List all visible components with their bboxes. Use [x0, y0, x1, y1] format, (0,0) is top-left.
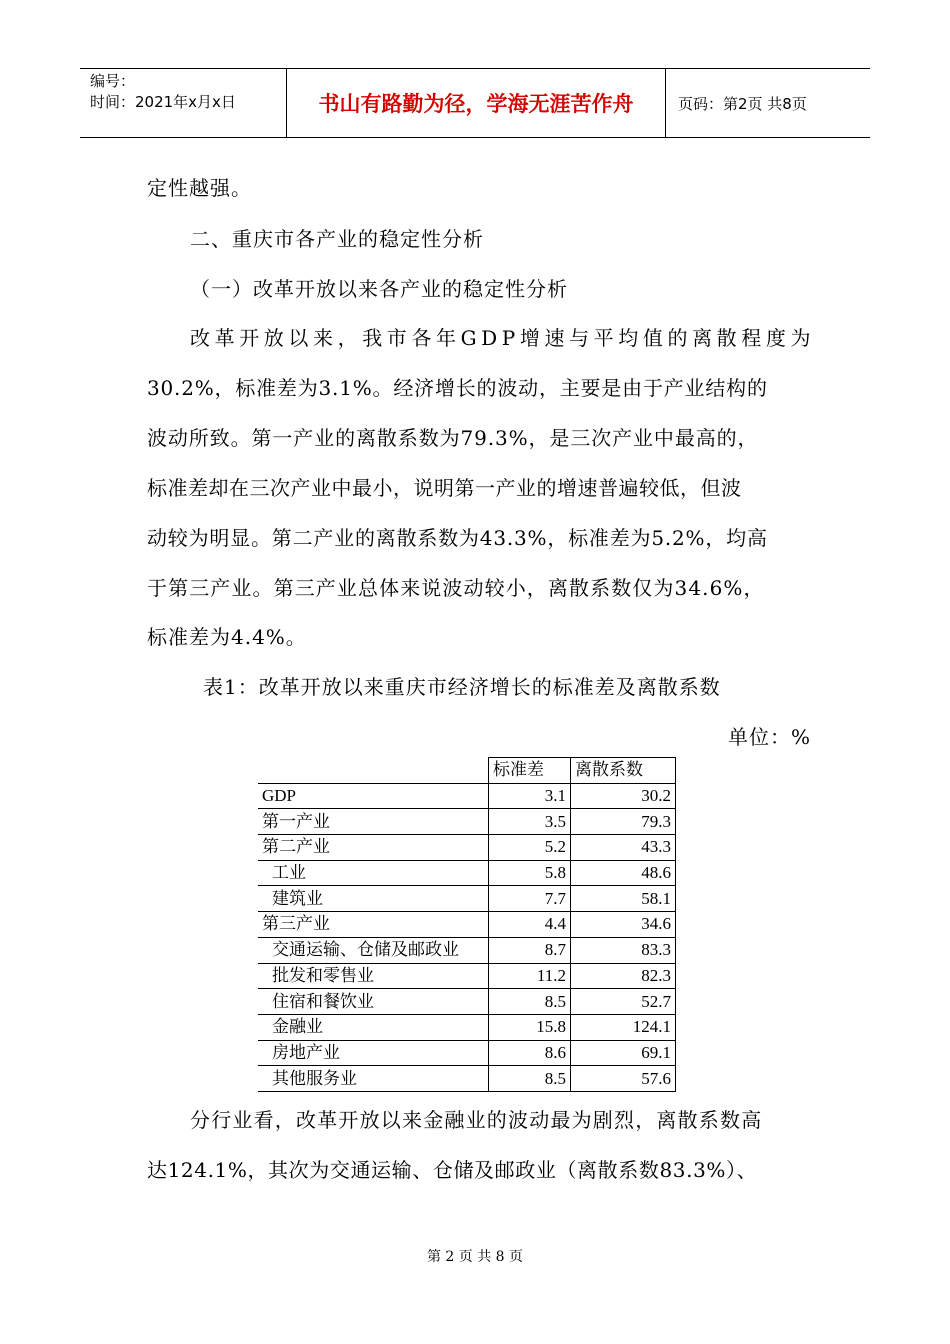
row-label-cell — [258, 1066, 489, 1092]
page-footer: 第 2 页 共 8 页 — [426, 1249, 524, 1265]
row-label: 建筑业 — [272, 888, 323, 908]
row-label-cell — [258, 1040, 489, 1066]
row-sd: 3.1 — [489, 783, 571, 809]
data-table — [258, 757, 676, 1092]
row-label-cell — [258, 860, 489, 886]
subsection-heading: （一）改革开放以来各产业的稳定性分析 — [190, 277, 568, 301]
row-label: 批发和零售业 — [272, 965, 374, 985]
table-row — [258, 912, 676, 938]
row-cv: 69.1 — [571, 1040, 676, 1066]
row-cv: 52.7 — [571, 989, 676, 1015]
table-row — [258, 886, 676, 912]
row-sd: 7.7 — [489, 886, 571, 912]
table-row — [258, 937, 676, 963]
row-label-cell — [258, 989, 489, 1015]
row-sd: 3.5 — [489, 809, 571, 835]
paragraph-line: 分行业看，改革开放以来金融业的波动最为剧烈，离散系数高 — [190, 1108, 763, 1132]
row-label-cell — [258, 937, 489, 963]
row-sd: 5.8 — [489, 860, 571, 886]
row-cv: 124.1 — [571, 1014, 676, 1040]
row-sd: 15.8 — [489, 1014, 571, 1040]
row-cv: 58.1 — [571, 886, 676, 912]
table-row — [258, 783, 676, 809]
row-label: 住宿和餐饮业 — [272, 991, 374, 1011]
paragraph-line: 达124.1%，其次为交通运输、仓储及邮政业（离散系数83.3%）、 — [147, 1158, 758, 1182]
row-sd: 8.5 — [489, 1066, 571, 1092]
paragraph-line: 波动所致。第一产业的离散系数为79.3%，是三次产业中最高的， — [147, 426, 759, 450]
row-sd: 8.7 — [489, 937, 571, 963]
row-cv: 82.3 — [571, 963, 676, 989]
row-sd: 4.4 — [489, 912, 571, 938]
paragraph-line: 改革开放以来，我市各年GDP增速与平均值的离散程度为 — [190, 326, 816, 350]
row-label: 工业 — [272, 863, 306, 883]
row-cv: 57.6 — [571, 1066, 676, 1092]
document-number-label: 编号： — [90, 72, 136, 90]
row-cv: 34.6 — [571, 912, 676, 938]
row-label: 交通运输、仓储及邮政业 — [272, 940, 459, 960]
row-cv: 83.3 — [571, 937, 676, 963]
header-meta — [80, 69, 287, 137]
row-sd: 11.2 — [489, 963, 571, 989]
paragraph-line: 标准差却在三次产业中最小，说明第一产业的增速普遍较低，但波 — [147, 476, 742, 500]
table-header-cell — [258, 758, 489, 784]
document-date: 时间：2021年x月x日 — [90, 93, 236, 111]
header-page-info: 页码：第2页 共8页 — [678, 94, 807, 113]
table-row — [258, 989, 676, 1015]
table-header-cell: 标准差 — [489, 758, 571, 784]
row-sd: 5.2 — [489, 835, 571, 861]
row-label: 第三产业 — [258, 912, 489, 938]
table-header-cell: 离散系数 — [571, 758, 676, 784]
paragraph-line: 30.2%，标准差为3.1%。经济增长的波动，主要是由于产业结构的 — [147, 376, 768, 400]
row-label: 第一产业 — [258, 809, 489, 835]
text-line: 定性越强。 — [147, 176, 252, 200]
row-label: 第二产业 — [258, 835, 489, 861]
table-row — [258, 809, 676, 835]
row-label-cell — [258, 963, 489, 989]
table-row — [258, 1066, 676, 1092]
table-row — [258, 835, 676, 861]
section-heading: 二、重庆市各产业的稳定性分析 — [190, 227, 484, 251]
table-header-row — [258, 758, 676, 784]
table-row — [258, 1040, 676, 1066]
row-label: 房地产业 — [272, 1042, 340, 1062]
table-row — [258, 860, 676, 886]
paragraph-line: 动较为明显。第二产业的离散系数为43.3%，标准差为5.2%，均高 — [147, 526, 768, 550]
table-caption: 表1：改革开放以来重庆市经济增长的标准差及离散系数 — [203, 675, 721, 699]
row-cv: 43.3 — [571, 835, 676, 861]
row-cv: 30.2 — [571, 783, 676, 809]
table-unit: 单位：% — [728, 725, 812, 749]
paragraph-line: 标准差为4.4%。 — [147, 625, 307, 649]
row-cv: 48.6 — [571, 860, 676, 886]
page-header — [80, 68, 870, 138]
row-cv: 79.3 — [571, 809, 676, 835]
header-motto: 书山有路勤为径，学海无涯苦作舟 — [287, 69, 666, 137]
row-label-cell — [258, 886, 489, 912]
paragraph-line: 于第三产业。第三产业总体来说波动较小，离散系数仅为34.6%， — [147, 576, 765, 600]
row-label: 金融业 — [272, 1017, 323, 1037]
table-row — [258, 963, 676, 989]
table-row — [258, 1014, 676, 1040]
row-sd: 8.5 — [489, 989, 571, 1015]
row-label: 其他服务业 — [272, 1068, 357, 1088]
row-sd: 8.6 — [489, 1040, 571, 1066]
row-label: GDP — [258, 783, 489, 809]
row-label-cell — [258, 1014, 489, 1040]
